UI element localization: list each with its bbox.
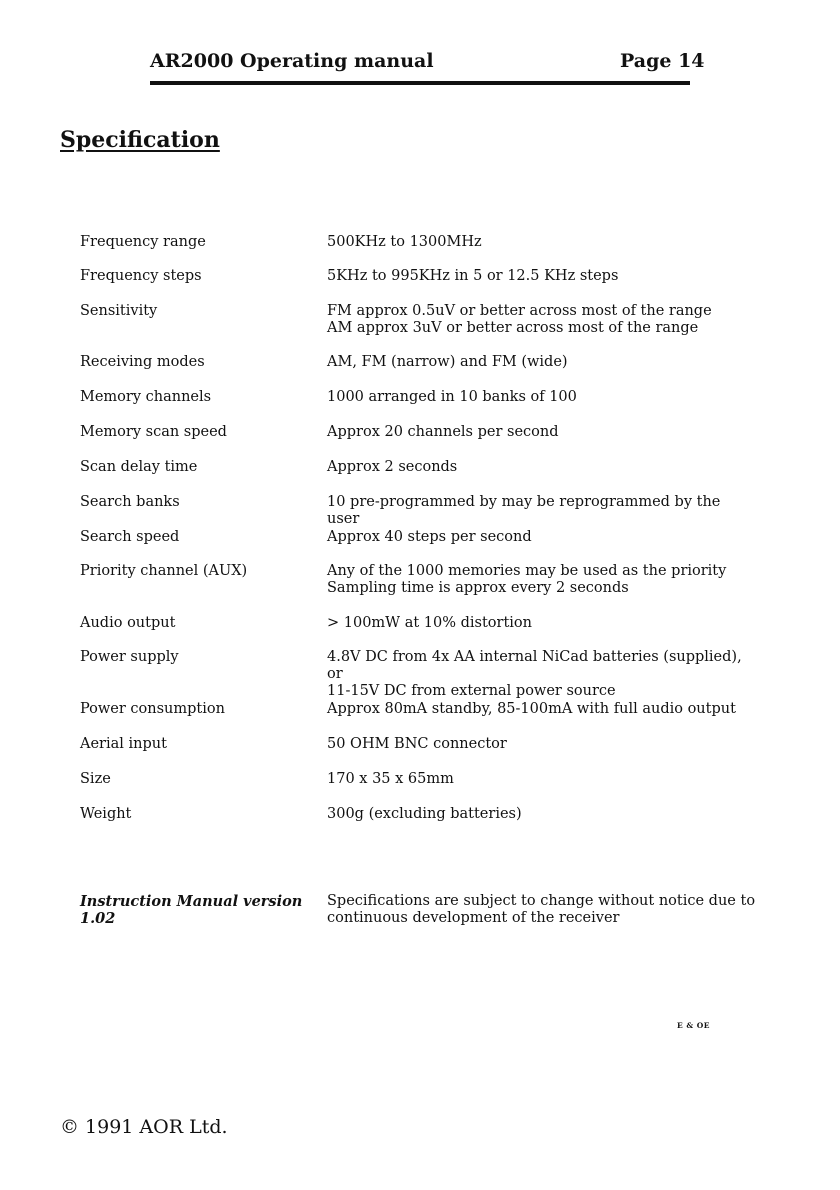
spec-value: Approx 2 seconds bbox=[327, 459, 458, 475]
spec-value: 170 x 35 x 65mm bbox=[327, 771, 454, 787]
spec-label: Power supply bbox=[80, 649, 179, 665]
spec-label: Search banks bbox=[80, 494, 180, 510]
spec-value: > 100mW at 10% distortion bbox=[327, 615, 532, 631]
spec-value: 1000 arranged in 10 banks of 100 bbox=[327, 389, 577, 405]
spec-label: Scan delay time bbox=[80, 459, 198, 475]
spec-value: 50 OHM BNC connector bbox=[327, 736, 507, 752]
spec-label: Receiving modes bbox=[80, 354, 205, 370]
spec-value: 300g (excluding batteries) bbox=[327, 806, 522, 822]
spec-label: Aerial input bbox=[80, 736, 167, 752]
spec-value: Approx 40 steps per second bbox=[327, 529, 532, 545]
manual-version: Instruction Manual version 1.02 bbox=[80, 893, 303, 927]
spec-value: 10 pre-programmed by may be reprogrammed by the user bbox=[327, 494, 721, 527]
spec-value: 4.8V DC from 4x AA internal NiCad batteries (supplied), or 11-15V DC from external power source bbox=[327, 649, 742, 699]
section-title: Specification bbox=[60, 127, 220, 153]
spec-label: Frequency steps bbox=[80, 268, 202, 284]
manual-title: AR2000 Operating manual bbox=[150, 50, 434, 72]
spec-label: Priority channel (AUX) bbox=[80, 563, 248, 579]
spec-label: Memory scan speed bbox=[80, 424, 227, 440]
spec-value: Approx 20 channels per second bbox=[327, 424, 559, 440]
spec-label: Search speed bbox=[80, 529, 180, 545]
spec-label: Sensitivity bbox=[80, 303, 158, 319]
spec-label: Memory channels bbox=[80, 389, 212, 405]
spec-label: Size bbox=[80, 771, 111, 787]
spec-value: Any of the 1000 memories may be used as the priority Sampling time is approx every 2 seconds bbox=[327, 563, 727, 596]
spec-label: Power consumption bbox=[80, 701, 225, 717]
header-divider bbox=[150, 81, 690, 85]
spec-label: Frequency range bbox=[80, 234, 206, 250]
spec-value: AM, FM (narrow) and FM (wide) bbox=[327, 354, 568, 370]
spec-label: Weight bbox=[80, 806, 132, 822]
spec-label: Audio output bbox=[80, 615, 176, 631]
spec-value: 500KHz to 1300MHz bbox=[327, 234, 482, 250]
page-number: Page 14 bbox=[620, 50, 705, 72]
spec-value: 5KHz to 995KHz in 5 or 12.5 KHz steps bbox=[327, 268, 619, 284]
copyright: © 1991 AOR Ltd. bbox=[60, 1116, 228, 1138]
eoe-mark: E & OE bbox=[677, 1021, 710, 1030]
spec-value: FM approx 0.5uV or better across most of the range AM approx 3uV or better across most of the range bbox=[327, 303, 712, 336]
spec-value: Approx 80mA standby, 85-100mA with full audio output bbox=[327, 701, 736, 717]
spec-change-notice: Specifications are subject to change without notice due to continuous development of the receiver bbox=[327, 893, 756, 926]
